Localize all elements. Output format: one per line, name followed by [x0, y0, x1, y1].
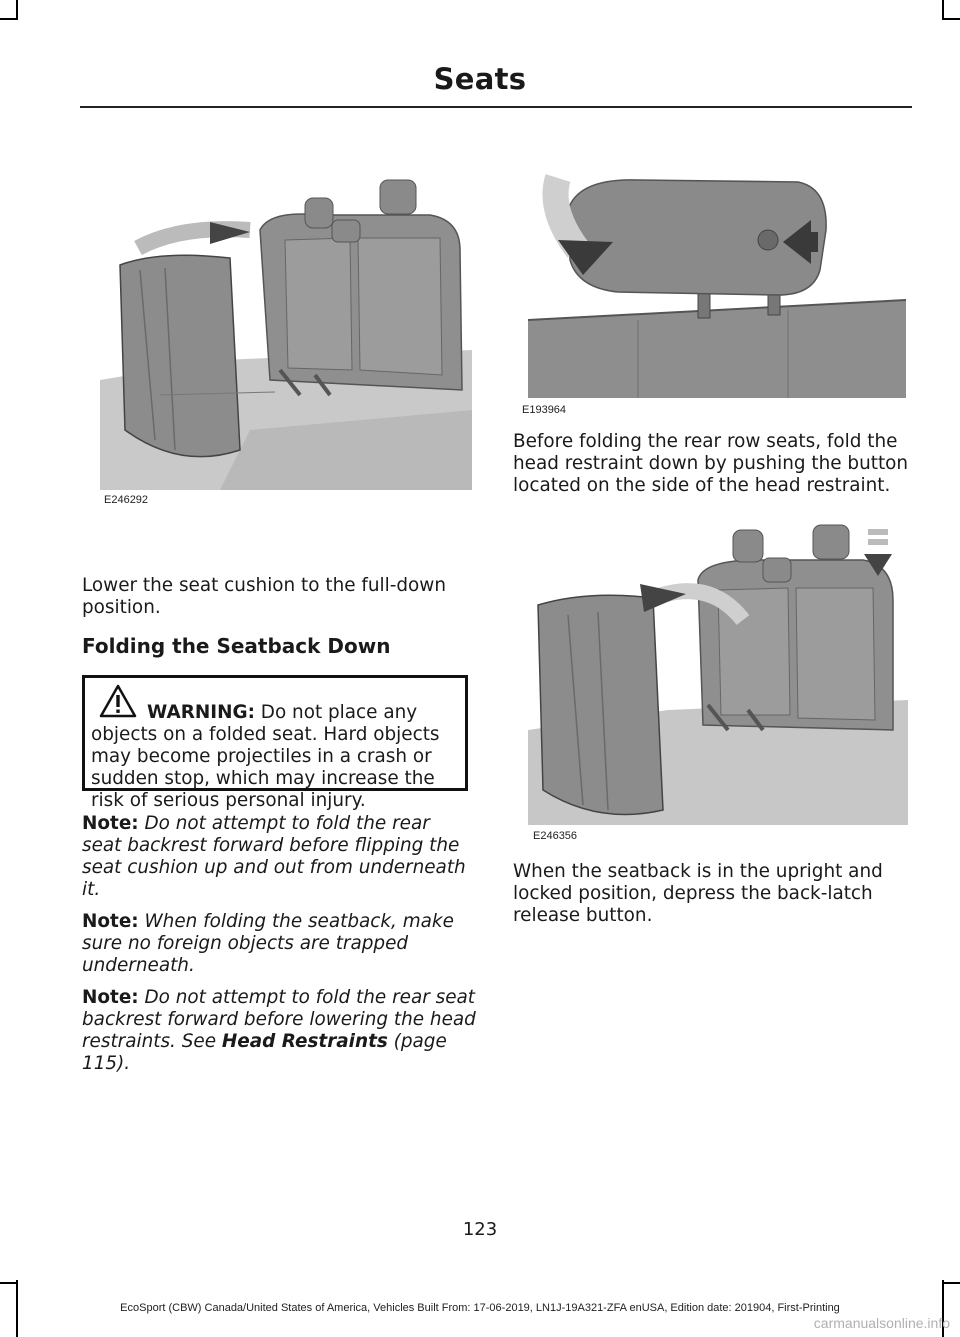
note-label: Note: [82, 987, 139, 1008]
note-paragraph [82, 987, 482, 1075]
warning-text [91, 702, 459, 812]
instruction-paragraph: When the seatback is in the upright and locked position, depress the back-latch release button. [513, 861, 883, 926]
note-paragraph [82, 813, 472, 901]
figure-id: E246292 [104, 494, 149, 506]
warning-box [82, 675, 468, 811]
note-body: Do not attempt to fold the rear seat backrest forward before flipping the seat cushion up and out from underneath it. [82, 813, 466, 900]
figure-id: E246356 [533, 830, 578, 842]
page-reference: (page 115). [82, 1031, 447, 1074]
figure-id: E193964 [522, 404, 567, 416]
crop-mark [942, 0, 944, 20]
figure-head-restraint [528, 170, 906, 398]
footer-text: EcoSport (CBW) Canada/United States of America, Vehicles Built From: 17-06-2019, LN1J-19A321-ZFA enUSA, Edition date: 201904, First-Printing [120, 1302, 840, 1314]
header-divider [80, 106, 912, 108]
crop-mark [16, 0, 18, 20]
head-restraints-link[interactable]: Head Restraints [221, 1031, 388, 1052]
page-number: 123 [462, 1219, 498, 1240]
seat-cushion-illustration [100, 170, 472, 490]
page-title: Seats [433, 62, 527, 96]
warning-label: WARNING: [147, 702, 255, 723]
note-body: Do not attempt to fold the rear seat backrest forward before lowering the head restraints. See [82, 987, 476, 1052]
crop-mark [0, 1282, 18, 1284]
section-heading: Folding the Seatback Down [82, 634, 391, 658]
warning-triangle-icon [99, 684, 137, 718]
note-label: Note: [82, 911, 139, 932]
head-restraint-illustration [528, 170, 906, 398]
instruction-paragraph: Lower the seat cushion to the full-down position. [82, 575, 446, 618]
note-paragraph [82, 911, 468, 977]
crop-mark [942, 18, 960, 20]
crop-mark [0, 18, 18, 20]
note-label: Note: [82, 813, 139, 834]
seatback-release-illustration [528, 520, 908, 825]
warning-body: Do not place any objects on a folded seat. Hard objects may become projectiles in a crash or sudden stop, which may increase the risk of serious personal injury. [91, 702, 440, 811]
instruction-paragraph: Before folding the rear row seats, fold the head restraint down by pushing the button located on the side of the head restraint. [513, 431, 909, 496]
figure-seat-cushion-fold [100, 170, 472, 490]
note-body: When folding the seatback, make sure no foreign objects are trapped underneath. [82, 911, 454, 976]
watermark: carmanualsonline.info [813, 1315, 950, 1331]
crop-mark [942, 1282, 960, 1284]
figure-back-latch-release [528, 520, 908, 825]
